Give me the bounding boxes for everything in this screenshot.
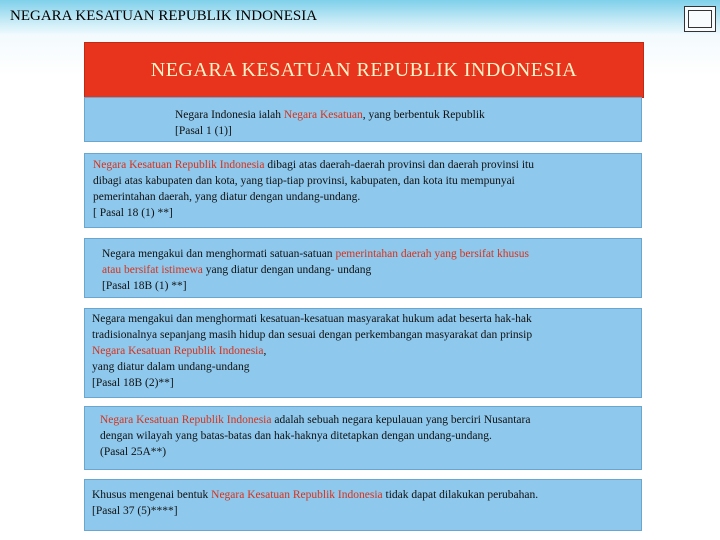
text: yang diatur dengan undang- undang [202, 264, 372, 276]
title-box [84, 42, 644, 98]
panel-pasal-1 [84, 97, 642, 142]
highlight-text: Negara Kesatuan [283, 109, 363, 121]
panel-line: Negara mengakui dan menghormati kesatuan-kesatuan masyarakat hukum adat beserta hak-hak [92, 313, 532, 325]
citation: [Pasal 18B (2)**] [92, 377, 174, 389]
panel-pasal-18b-1 [84, 238, 642, 298]
citation: [Pasal 18B (1) **] [102, 280, 187, 292]
citation: [Pasal 1 (1)] [175, 125, 232, 137]
panel-line [92, 487, 641, 503]
panel-line: yang diatur dalam undang-undang [92, 361, 250, 373]
text: tidak dapat dilakukan perubahan. [382, 489, 539, 501]
highlight-text: atau bersifat istimewa [102, 264, 203, 276]
panel-line [102, 262, 641, 278]
panel-line: tradisionalnya sepanjang masih hidup dan sesuai dengan perkembangan masyarakat dan prinsip [92, 329, 533, 341]
panel-line [102, 246, 641, 262]
corner-box-icon [684, 6, 716, 32]
panel-line: pemerintahan daerah, yang diatur dengan undang-undang. [93, 191, 361, 203]
highlight-text: Negara Kesatuan Republik Indonesia [92, 345, 264, 357]
panel-line: dibagi atas kabupaten dan kota, yang tiap-tiap provinsi, kabupaten, dan kota itu mempunyai [93, 175, 515, 187]
title-text: NEGARA KESATUAN REPUBLIK INDONESIA [150, 58, 578, 81]
citation: [Pasal 37 (5)****] [92, 505, 178, 517]
text: , [263, 345, 267, 357]
text: adalah sebuah negara kepulauan yang berciri Nusantara [271, 414, 531, 426]
panel-pasal-18-1 [84, 153, 642, 228]
panel-line [93, 157, 641, 173]
text: Negara Indonesia ialah [175, 109, 284, 121]
header-title: NEGARA KESATUAN REPUBLIK INDONESIA [10, 8, 318, 24]
panel-pasal-25a [84, 406, 642, 470]
panel-pasal-18b-2 [84, 308, 642, 398]
highlight-text: Negara Kesatuan Republik Indonesia [211, 489, 383, 501]
citation: [ Pasal 18 (1) **] [93, 207, 173, 219]
text: dibagi atas daerah-daerah provinsi dan daerah provinsi itu [264, 159, 534, 171]
panel-line [100, 412, 641, 428]
text: , yang berbentuk Republik [362, 109, 485, 121]
panel-pasal-37-5 [84, 479, 642, 531]
text: Khusus mengenai bentuk [92, 489, 212, 501]
highlight-text: Negara Kesatuan Republik Indonesia [100, 414, 272, 426]
citation: (Pasal 25A**) [100, 446, 167, 458]
panel-line [92, 343, 641, 359]
panel-line [175, 107, 641, 123]
panel-line: dengan wilayah yang batas-batas dan hak-haknya ditetapkan dengan undang-undang. [100, 430, 492, 442]
highlight-text: Negara Kesatuan Republik Indonesia [93, 159, 265, 171]
text: Negara mengakui dan menghormati satuan-satuan [102, 248, 336, 260]
highlight-text: pemerintahan daerah yang bersifat khusus [335, 248, 529, 260]
